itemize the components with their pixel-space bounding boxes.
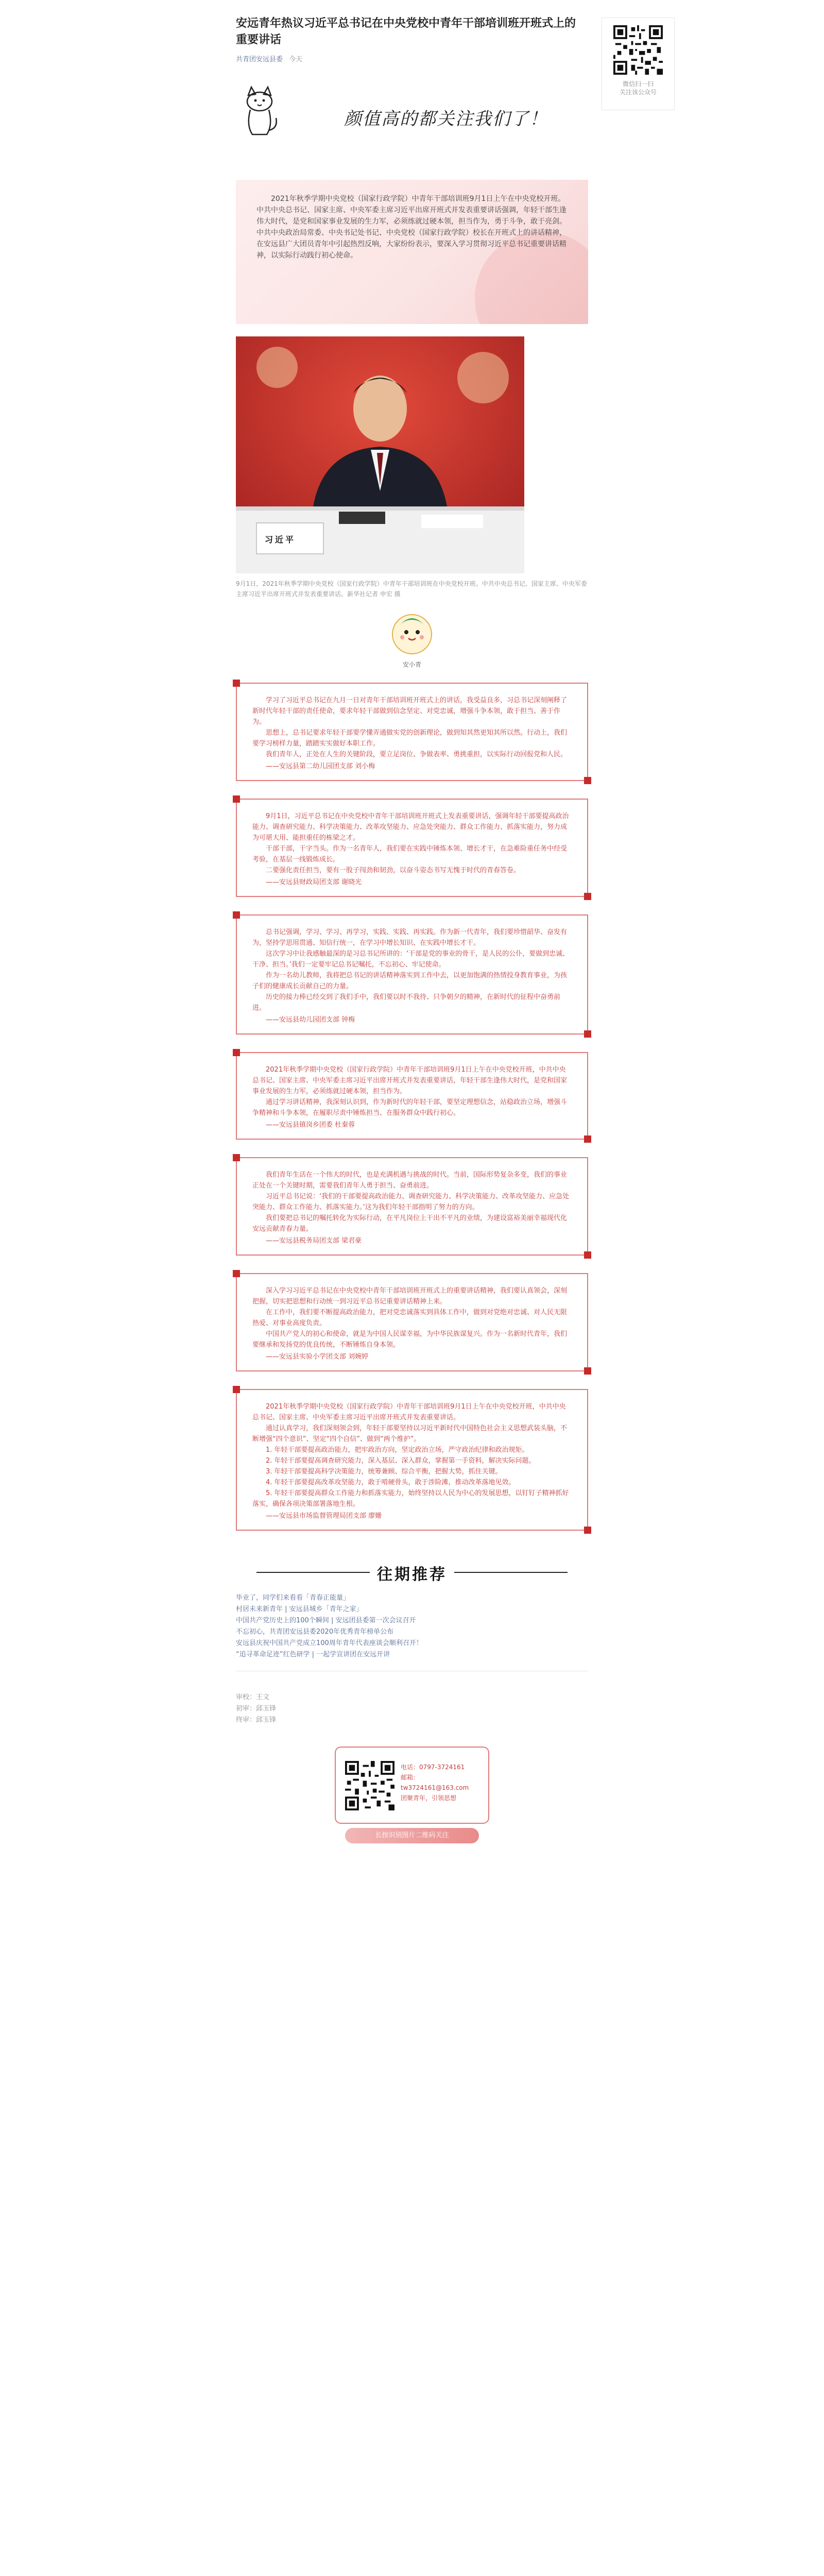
divider [454, 1572, 568, 1573]
banner-slogan: 颜值高的都关注我们了！ [344, 109, 548, 129]
publish-date: 今天 [289, 56, 303, 63]
comment-paragraph: 5. 年轻干部要提高群众工作能力和抓落实能力，始终坚持以人民为中心的发展思想，以钉钉子精神抓好落实，确保各项决策部署落地生根。 [252, 1489, 569, 1508]
mascot-label: 安小青 [402, 661, 421, 668]
nameplate: 习近平 [265, 535, 296, 545]
article-title: 安远青年热议习近平总书记在中央党校中青年干部培训班开班式上的重要讲话 [236, 17, 576, 46]
comment-paragraph: 这次学习中让我感触最深的是习总书记所讲的：‘干部是党的事业的骨干，是人民的公仆，要做到忠诚、干净、担当。’我们一定要牢记总书记嘱托，不忘初心、牢记使命。 [252, 950, 570, 969]
recommend-list [236, 1592, 588, 1660]
comment-signature: ——安远县镇岗乡团委 杜秦蓉 [266, 1121, 355, 1129]
credits [236, 1692, 588, 1726]
comment-paragraph: 深入学习习近平总书记在中央党校中青年干部培训班开班式上的重要讲话精神，我们要认真领会，深刻把握，切实把思想和行动统一到习近平总书记重要讲话精神上来。 [252, 1287, 568, 1306]
comments-list [236, 683, 588, 1531]
qr-code-icon [613, 25, 663, 75]
comment-paragraph: 在工作中，我们要不断提高政治能力，把对党忠诚落实到具体工作中，做到对党绝对忠诚、对人民无限热爱、对事业高度负责。 [252, 1309, 568, 1327]
recommend-link[interactable]: “追寻革命足迹”红色研学 | 一起学宣讲团在安远开讲 [236, 1651, 390, 1658]
comment-paragraph: 干部干部，干字当头。作为一名青年人，我们要在实践中锤炼本领、增长才干，在急难险重任务中经受考验，在基层一线锻炼成长。 [252, 845, 568, 863]
comment-paragraph: 历史的接力棒已经交到了我们手中，我们要以时不我待、只争朝夕的精神，在新时代的征程中奋勇前进。 [252, 993, 561, 1012]
follow-qr-widget[interactable] [602, 18, 675, 110]
comment-box [236, 799, 588, 897]
comment-box [236, 683, 588, 781]
comment-paragraph: 通过认真学习，我们深刻领会到，年轻干部要坚持以习近平新时代中国特色社会主义思想武装头脑，不断增强“四个意识”、坚定“四个自信”、做到“两个维护”。 [252, 1425, 568, 1443]
qr-caption-scan: 微信扫一扫 [622, 80, 654, 88]
intro-text: 2021年秋季学期中央党校（国家行政学院）中青年干部培训班9月1日上午在中央党校开班。中共中央总书记、国家主席、中央军委主席习近平出席开班式并发表重要讲话强调，年轻干部生逢伟大时代，是党和国家事业发展的生力军，必须练就过硬本领，担当作为，勇于斗争，敢于亮剑。中共中央政治局常委、中央书记处书记、中央党校（国家行政学院）校长在开班式上的讲话精神，在安远县广大团员青年中引起热烈反响，大家纷纷表示，要深入学习贯彻习近平总书记重要讲话精神，以实际行动践行初心使命。 [256, 195, 566, 260]
contact-email[interactable]: tw3724161@163.com [401, 1784, 469, 1791]
cat-icon [239, 84, 280, 141]
qr-code-icon[interactable] [345, 1761, 394, 1810]
comment-signature: ——安远县幼儿园团支部 钟梅 [266, 1016, 355, 1024]
contact-email-label: 邮箱： [401, 1774, 420, 1781]
comment-box [236, 1157, 588, 1256]
recommend-link[interactable]: 中国共产党历史上的100个瞬间 | 安远团县委第一次会议召开 [236, 1617, 416, 1624]
comment-paragraph: 学习了习近平总书记在九月一日对青年干部培训班开班式上的讲话，我受益良多，习总书记深刻阐释了新时代年轻干部的责任使命，要求年轻干部做到信念坚定、对党忠诚，增强斗争本领，敢于担当、善于作为。 [252, 697, 568, 726]
article [236, 15, 588, 1843]
recommend-link[interactable]: 安远县庆祝中国共产党成立100周年青年代表座谈会顺利召开！ [236, 1639, 423, 1647]
comment-box [236, 914, 588, 1035]
comment-paragraph: 中国共产党人的初心和使命，就是为中国人民谋幸福，为中华民族谋复兴。作为一名新时代青年，我们要继承和发扬党的优良传统，不断锤炼自身本领。 [252, 1330, 568, 1349]
comment-signature: ——安远县实验小学团支部 刘婉婷 [266, 1353, 369, 1361]
recommend-link[interactable]: 不忘初心，共青团安远县委2020年优秀青年榜单公布 [236, 1628, 394, 1636]
photo-caption: 9月1日，2021年秋季学期中央党校（国家行政学院）中青年干部培训班在中央党校开班。中共中央总书记、国家主席、中央军委主席习近平出席开班式并发表重要讲话。新华社记者 申宏 摄 [236, 580, 587, 598]
comment-signature: ——安远县税务局团支部 梁君豪 [266, 1237, 362, 1245]
comment-paragraph: 作为一名幼儿教师，我将把总书记的讲话精神落实到工作中去，以更加饱满的热情投身教育事业，为孩子们的健康成长贡献自己的力量。 [252, 972, 568, 990]
comment-box [236, 1273, 588, 1371]
account-name-link[interactable]: 共青团安远县委 [236, 56, 283, 63]
contact-phone: 电话：0797-3724161 [401, 1764, 465, 1771]
contact-slogan: 团聚青年，引领思想 [401, 1794, 457, 1802]
comment-paragraph: 总书记强调，学习、学习、再学习，实践、实践、再实践。作为新一代青年，我们要珍惜韶华、奋发有为，坚持学思用贯通、知信行统一，在学习中增长知识、在实践中增长才干。 [252, 928, 568, 947]
comment-paragraph: 习近平总书记说：‘我们的干部要提高政治能力、调查研究能力、科学决策能力、改革攻坚能力、应急处突能力、群众工作能力、抓落实能力。’这为我们年轻干部指明了努力的方向。 [252, 1193, 570, 1211]
recommend-header [236, 1562, 588, 1582]
contact-card [335, 1747, 489, 1824]
credit-final: 终审：邱玉锋 [236, 1716, 277, 1724]
comment-paragraph: 1. 年轻干部要提高政治能力，把牢政治方向，坚定政治立场，严守政治纪律和政治规矩。 [266, 1446, 529, 1454]
qr-caption-follow: 关注该公众号 [619, 89, 657, 96]
comment-paragraph: 3. 年轻干部要提高科学决策能力，统筹兼顾、综合平衡，把握大势，抓住关键。 [266, 1468, 502, 1476]
comment-paragraph: 2021年秋季学期中央党校（国家行政学院）中青年干部培训班9月1日上午在中央党校开班，中共中央总书记、国家主席、中央军委主席习近平出席开班式并发表重要讲话，年轻干部生逢伟大时代，是党和国家事业发展的生力军，必须练就过硬本领，担当作为。 [252, 1066, 568, 1095]
divider [256, 1572, 370, 1573]
footer-tag: 长按识别图片二维码关注 [345, 1828, 479, 1843]
comment-signature: ——安远县市场监督管理局团支部 廖姗 [266, 1512, 382, 1520]
comment-paragraph: 我们青年生活在一个伟大的时代，也是充满机遇与挑战的时代。当前，国际形势复杂多变，我们的事业正处在一个关键时期，需要我们青年人勇于担当、奋勇前进。 [252, 1171, 568, 1190]
comment-paragraph: 我们要把总书记的嘱托转化为实际行动，在平凡岗位上干出不平凡的业绩，为建设富裕美丽幸福现代化安远贡献青春力量。 [252, 1214, 568, 1233]
recommend-link[interactable]: 村居未来新青年 | 安远县城乡「青年之家」 [236, 1605, 363, 1613]
comment-signature: ——安远县第二幼儿园团支部 刘小梅 [266, 762, 375, 770]
credit-editor: 审校：王文 [236, 1693, 270, 1701]
credit-review: 初审：邱玉锋 [236, 1705, 277, 1713]
comment-paragraph: 思想上，总书记要求年轻干部要学懂弄通做实党的创新理论，做到知其然更知其所以然。行动上，我们要学习榜样力量，踏踏实实做好本职工作。 [252, 729, 568, 748]
comment-paragraph: 9月1日，习近平总书记在中央党校中青年干部培训班开班式上发表重要讲话，强调年轻干部要提高政治能力、调查研究能力、科学决策能力、改革攻坚能力、应急处突能力、群众工作能力、抓落实能力，努力成为可堪大用、能担重任的栋梁之才。 [252, 812, 569, 842]
comment-paragraph: 2021年秋季学期中央党校（国家行政学院）中青年干部培训班9月1日上午在中央党校开班，中共中央总书记、国家主席、中央军委主席习近平出席开班式并发表重要讲话。 [252, 1403, 566, 1421]
comment-paragraph: 4. 年轻干部要提高改革攻坚能力，敢于啃硬骨头，敢于涉险滩，推动改革落地见效。 [266, 1479, 516, 1486]
article-meta [236, 54, 588, 63]
comment-paragraph: 二要强化责任担当，要有一股子闯劲和韧劲，以奋斗姿态书写无愧于时代的青春答卷。 [266, 867, 521, 874]
intro-box [236, 180, 588, 324]
contact-info [401, 1762, 469, 1803]
comment-paragraph: 通过学习讲话精神，我深刻认识到，作为新时代的年轻干部，要坚定理想信念，站稳政治立场，增强斗争精神和斗争本领，在履职尽责中锤炼担当、在服务群众中践行初心。 [252, 1098, 568, 1117]
comment-box [236, 1389, 588, 1531]
comment-box [236, 1052, 588, 1140]
mascot-badge [236, 608, 588, 668]
mascot-icon [389, 608, 435, 665]
comment-paragraph: 我们青年人，正处在人生的关键阶段，要立足岗位、争做表率、勇挑重担，以实际行动回报党和人民。 [266, 751, 568, 758]
recommend-title: 往期推荐 [377, 1566, 447, 1584]
news-photo[interactable] [236, 336, 524, 573]
recommend-link[interactable]: 毕业了，同学们来看看「青春正能量」 [236, 1594, 350, 1602]
follow-banner [236, 84, 588, 141]
comment-signature: ——安远县财政局团支部 谢晓光 [266, 878, 362, 886]
comment-paragraph: 2. 年轻干部要提高调查研究能力，深入基层、深入群众，掌握第一手资料，解决实际问题。 [266, 1457, 536, 1465]
